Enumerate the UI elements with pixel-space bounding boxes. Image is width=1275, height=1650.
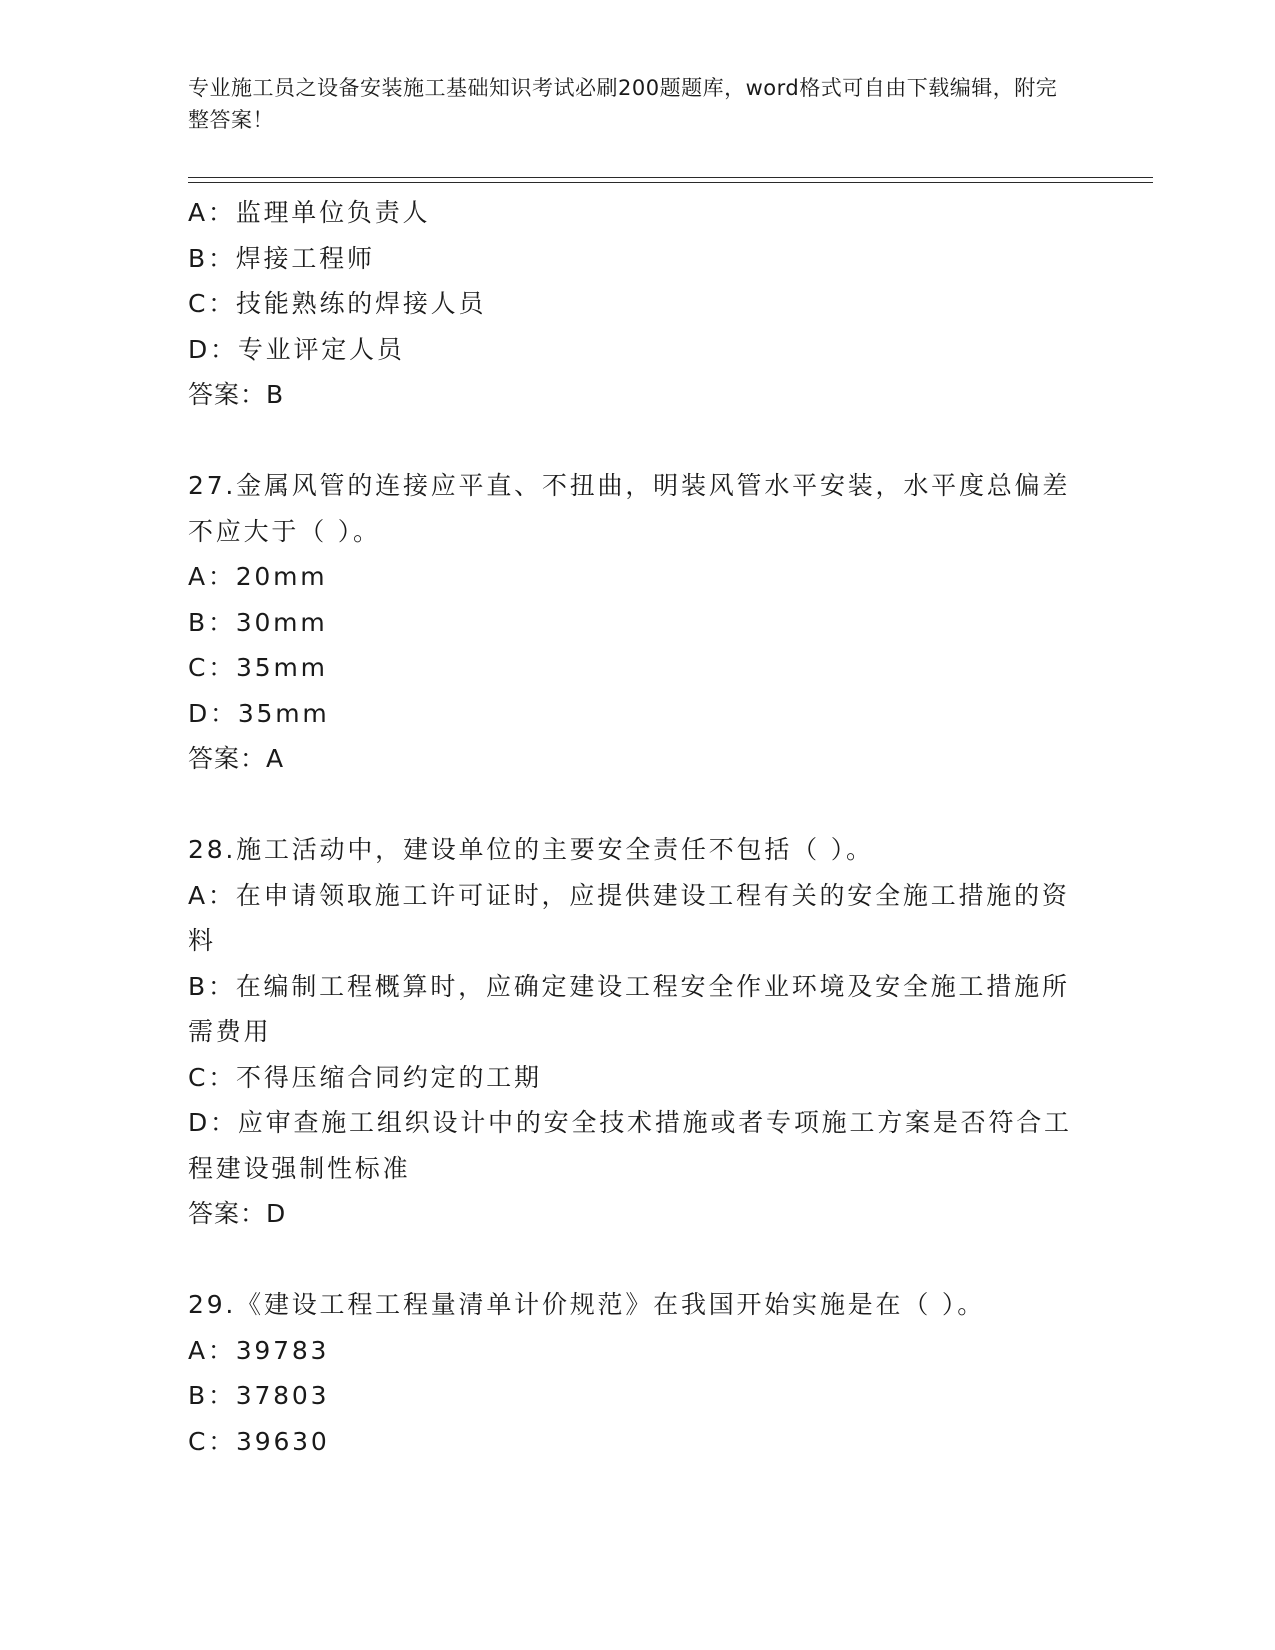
option-a: A：39783 (188, 1335, 330, 1365)
question-27 (188, 463, 1078, 782)
option-a: A：在申请领取施工许可证时，应提供建设工程有关的安全施工措施的资料 (188, 880, 1070, 955)
answer-27: 答案：A (188, 744, 285, 773)
spacer (188, 418, 1078, 464)
question-29 (188, 1282, 1078, 1464)
spacer (188, 782, 1078, 828)
question-28-text: 28.施工活动中，建设单位的主要安全责任不包括（ ）。 (188, 835, 874, 864)
option-b: B：焊接工程师 (188, 243, 375, 273)
option-a: A：20mm (188, 562, 328, 591)
option-c: C：技能熟练的焊接人员 (188, 289, 487, 318)
header-divider-top (188, 177, 1153, 178)
option-c: C：不得压缩合同约定的工期 (188, 1062, 542, 1092)
option-b: B：37803 (188, 1381, 330, 1410)
question-27-text: 27.金属风管的连接应平直、不扭曲，明装风管水平安装，水平度总偏差不应大于（ ）。 (188, 471, 1071, 546)
option-c: C：39630 (188, 1426, 330, 1456)
question-29-text: 29.《建设工程工程量清单计价规范》在我国开始实施是在（ ）。 (188, 1290, 986, 1319)
option-b: B：30mm (188, 607, 328, 637)
option-b: B：在编制工程概算时，应确定建设工程安全作业环境及安全施工措施所需费用 (188, 971, 1070, 1046)
option-d: D：35mm (188, 698, 330, 728)
answer-26: 答案：B (188, 380, 285, 409)
answer-28: 答案：D (188, 1199, 287, 1228)
document-header: 专业施工员之设备安装施工基础知识考试必刷200题题库，word格式可自由下载编辑，附完整答案！ (188, 76, 1058, 132)
header-divider-bottom (188, 182, 1153, 183)
question-list (188, 190, 1078, 1464)
option-a: A：监理单位负责人 (188, 198, 431, 227)
question-28 (188, 827, 1078, 1237)
option-c: C：35mm (188, 653, 328, 682)
spacer (188, 1237, 1078, 1283)
option-d: D：应审查施工组织设计中的安全技术措施或者专项施工方案是否符合工程建设强制性标准 (188, 1108, 1072, 1183)
question-26 (188, 190, 1078, 418)
option-d: D：专业评定人员 (188, 334, 405, 364)
